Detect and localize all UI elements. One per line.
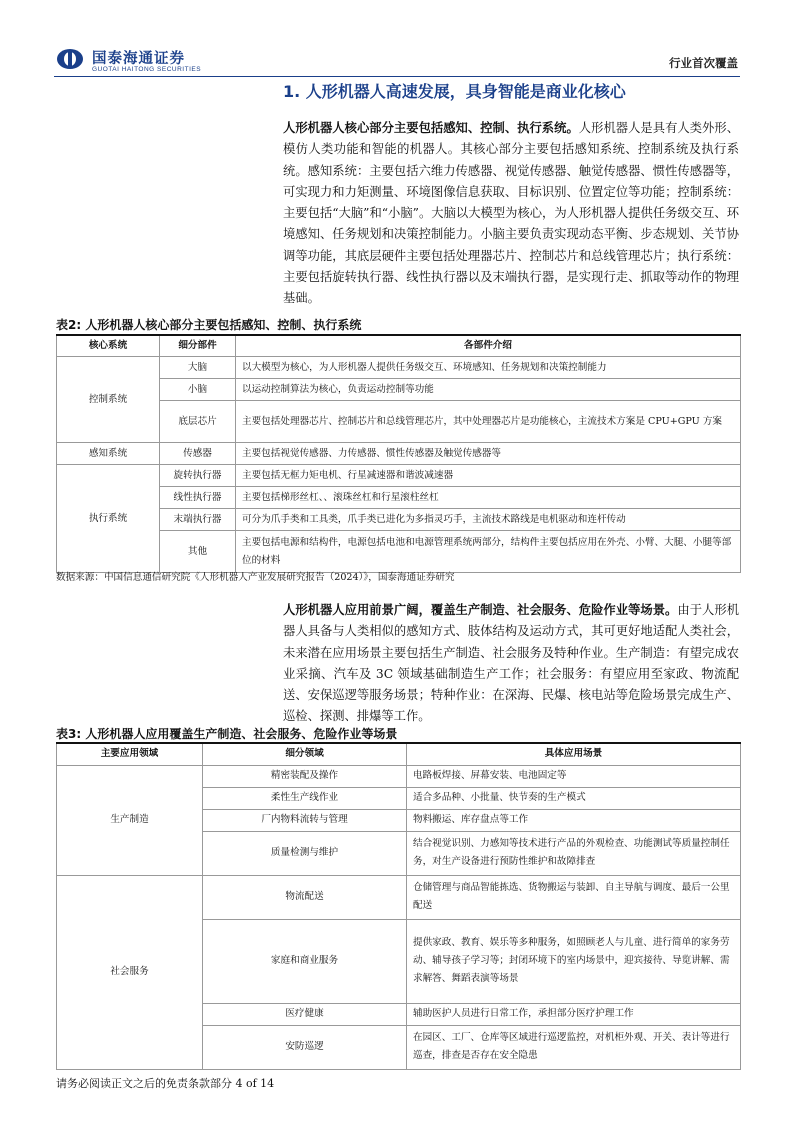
report-type-label: 行业首次覆盖: [669, 56, 738, 70]
desc-cell: 主要包括处理器芯片、控制芯片和总线管理芯片，其中处理器芯片是功能核心，主流技术方案是 CPU+GPU 方案: [236, 401, 741, 443]
part-cell: 传感器: [160, 443, 236, 465]
field-cell: 生产制造: [57, 765, 203, 875]
scene-cell: 结合视觉识别、力感知等技术进行产品的外观检查、功能测试等质量控制任务，对生产设备进行预防性维护和故障排查: [407, 831, 741, 875]
table2-caption: [56, 316, 361, 333]
subfield-cell: 医疗健康: [203, 1003, 407, 1025]
part-cell: 大脑: [160, 357, 236, 379]
table3-caption-text: 人形机器人应用覆盖生产制造、社会服务、危险作业等场景: [85, 727, 398, 741]
header-divider: [54, 76, 740, 77]
subfield-cell: 安防巡逻: [203, 1025, 407, 1069]
desc-cell: 以大模型为核心，为人形机器人提供任务级交互、环境感知、任务规划和决策控制能力: [236, 357, 741, 379]
applications-table: [56, 742, 741, 1070]
table-header-cell: 主要应用领域: [57, 743, 203, 765]
part-cell: 末端执行器: [160, 509, 236, 531]
table-row: [57, 401, 741, 443]
table-row: [57, 357, 741, 379]
field-cell: 社会服务: [57, 875, 203, 1069]
paragraph-lead: 人形机器人应用前景广阔，覆盖生产制造、社会服务、危险作业等场景。: [283, 603, 678, 617]
table-row: [57, 509, 741, 531]
paragraph-applications: [283, 600, 739, 728]
desc-cell: 主要包括视觉传感器、力传感器、惯性传感器及触觉传感器等: [236, 443, 741, 465]
table-row: [57, 875, 741, 919]
table-row: [57, 531, 741, 573]
table-header-cell: 细分部件: [160, 335, 236, 357]
subfield-cell: 物流配送: [203, 875, 407, 919]
subfield-cell: 质量检测与维护: [203, 831, 407, 875]
part-cell: 其他: [160, 531, 236, 573]
part-cell: 小脑: [160, 379, 236, 401]
scene-cell: 仓储管理与商品智能拣选、货物搬运与装卸、自主导航与调度、最后一公里配送: [407, 875, 741, 919]
desc-cell: 主要包括无框力矩电机、行星减速器和谐波减速器: [236, 465, 741, 487]
table-row: [57, 765, 741, 787]
table2-source: 数据来源：中国信息通信研究院《人形机器人产业发展研究报告（2024）》，国泰海通证券研究: [56, 572, 455, 583]
subfield-cell: 精密装配及操作: [203, 765, 407, 787]
part-cell: 线性执行器: [160, 487, 236, 509]
paragraph-lead: 人形机器人核心部分主要包括感知、控制、执行系统。: [283, 121, 579, 135]
table3-caption-code: 表3:: [56, 727, 82, 741]
system-cell: 感知系统: [57, 443, 160, 465]
subfield-cell: 厂内物料流转与管理: [203, 809, 407, 831]
part-cell: 旋转执行器: [160, 465, 236, 487]
logo-text-en: GUOTAI HAITONG SECURITIES: [92, 66, 202, 73]
desc-cell: 主要包括梯形丝杠、、滚珠丝杠和行星滚柱丝杠: [236, 487, 741, 509]
paragraph-core-systems: [283, 118, 739, 310]
system-cell: 控制系统: [57, 357, 160, 443]
paragraph-body: 由于人形机器人具备与人类相似的感知方式、肢体结构及运动方式，其可更好地适配人类社会，未来潜在应用场景主要包括生产制造、社会服务及特种作业。生产制造：有望完成农业采摘、汽车及 3C 领域基础制造生产工作；社会服务：有望应用至家政、物流配送、安保巡逻等服务场景；特种作业：在深海、民爆、核电站等危险场景完成生产、巡检、探测、排爆等工作。: [283, 603, 739, 724]
table2-caption-code: 表2:: [56, 318, 82, 332]
table-header-cell: 细分领域: [203, 743, 407, 765]
table-row: [57, 465, 741, 487]
core-systems-table: [56, 334, 741, 573]
logo-icon: [56, 48, 84, 70]
table3-caption: [56, 725, 397, 742]
scene-cell: 在园区、工厂、仓库等区域进行巡逻监控，对机柜外观、开关、表计等进行巡查，排查是否存在安全隐患: [407, 1025, 741, 1069]
logo-text-cn: 国泰海通证券: [92, 51, 185, 67]
scene-cell: 电路板焊接、屏幕安装、电池固定等: [407, 765, 741, 787]
part-cell: 底层芯片: [160, 401, 236, 443]
scene-cell: 物料搬运、库存盘点等工作: [407, 809, 741, 831]
section-title: 1. 人形机器人高速发展，具身智能是商业化核心: [283, 82, 626, 101]
table-header-cell: 具体应用场景: [407, 743, 741, 765]
paragraph-body: 人形机器人是具有人类外形、模仿人类功能和智能的机器人。其核心部分主要包括感知系统、控制系统及执行系统。感知系统：主要包括六维力传感器、视觉传感器、触觉传感器、惯性传感器等，可实现力和力矩测量、环境图像信息获取、目标识别、位置定位等功能；控制系统：主要包括“大脑”和“小脑”。大脑以大模型为核心，为人形机器人提供任务级交互、环境感知、任务规划和决策控制能力。小脑主要负责实现动态平衡、步态规划、关节协调等功能，其底层硬件主要包括处理器芯片、控制芯片和总线管理芯片；执行系统：主要包括旋转执行器、线性执行器以及末端执行器，是实现行走、抓取等动作的物理基础。: [283, 121, 739, 306]
desc-cell: 以运动控制算法为核心，负责运动控制等功能: [236, 379, 741, 401]
table2-caption-text: 人形机器人核心部分主要包括感知、控制、执行系统: [85, 318, 362, 332]
scene-cell: 提供家政、教育、娱乐等多种服务，如照顾老人与儿童、进行简单的家务劳动、辅导孩子学习等；封闭环境下的室内场景中，迎宾接待、导览讲解、需求解答、舞蹈表演等场景: [407, 919, 741, 1003]
scene-cell: 辅助医护人员进行日常工作，承担部分医疗护理工作: [407, 1003, 741, 1025]
subfield-cell: 家庭和商业服务: [203, 919, 407, 1003]
desc-cell: 可分为爪手类和工具类，爪手类已进化为多指灵巧手，主流技术路线是电机驱动和连杆传动: [236, 509, 741, 531]
desc-cell: 主要包括电源和结构件，电源包括电池和电源管理系统两部分，结构件主要包括应用在外壳、小臂、大腿、小腿等部位的材料: [236, 531, 741, 573]
system-cell: 执行系统: [57, 465, 160, 573]
table-header-cell: 各部件介绍: [236, 335, 741, 357]
footer-disclaimer: 请务必阅读正文之后的免责条款部分 4 of 14: [56, 1077, 275, 1090]
table-row: [57, 379, 741, 401]
table-row: [57, 443, 741, 465]
table-header-cell: 核心系统: [57, 335, 160, 357]
table-row: [57, 487, 741, 509]
scene-cell: 适合多品种、小批量、快节奏的生产模式: [407, 787, 741, 809]
subfield-cell: 柔性生产线作业: [203, 787, 407, 809]
